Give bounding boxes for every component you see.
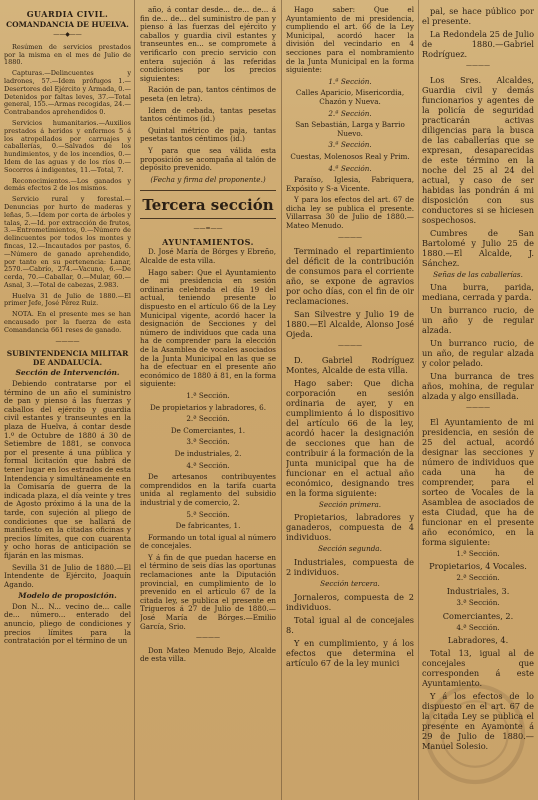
paragraph: Debiendo contratarse por el término de un año el suministro de pan y pienso á las fuerzas y caballos del ejército y guardia civil estantes y transeuntes en la plaza de Huelva, á contar desde 1.º de Octubre de 1880 á 30 de Setiembre de 1881, se convoca por el presente á una pública y formal licitación que habrá de tener lugar en los estrados de esta Intendencia y simultáneamente en la Comisaría de guerra de la indicada plaza, el día veinte y tres de Agosto próximo á la una de la tarde, con sujeción al pliego de condiciones que se hallará de manifiesto en la citadas oficinas y precios límites, que con cuarenta y ocho horas de anticipación se fijarán en las mismas. — [4, 379, 131, 560]
paragraph: Y á fin de que puedan hacerse en el término de seis días las oportunas reclamaciones ante la Diputación provincial, en cumplimiento de lo prevenido en el artículo 67 de la citada ley, se publica el presente en Trigueros á 27 de Julio de 1880.—José María de Bórges.—Emilio García, Srio. — [140, 552, 276, 631]
paragraph: Y á los efectos de lo dispuesto en el art. 67 de la citada Ley se publica el presente en Ayamonte á 29 de Julio de 1880.—Manuel Solesio. — [422, 691, 534, 752]
section-label: 2.ª Sección. — [456, 573, 500, 583]
section-text: De propietarios y labradores, 6. — [149, 402, 266, 412]
section-text: Paraíso, Iglesia, Fabriquera, Expósito y S-a Vicente. — [286, 175, 414, 193]
section-text: San Sebastián, Larga y Barrio Nuevo. — [295, 120, 405, 138]
section-label: Sección tercera. — [320, 579, 380, 589]
paragraph: Industriales, compuesta de 2 individuos. — [286, 557, 414, 578]
paragraph: Huelva 31 de Julio de 1880.—El primer Jefe, José Pérez Ruiz. — [4, 291, 131, 308]
paragraph: Formando un total igual al número de concejales. — [140, 532, 276, 551]
section-label: 5.ª Sección. — [186, 509, 230, 519]
paragraph: Hago saber: Que el Ayuntamiento de mi presidencia, cumpliendo el art. 66 de la Ley Municipal, acordó hacer la división del vecindario en 4 secciones para el nombramiento de la Junta Municipal en la forma siguiente: — [286, 6, 414, 75]
paragraph: Hago saber: Que dicha corporación en sesión ordinaria de ayer, y en cumplimiento á lo dispositivo del artículo 66 de la ley, acordó hacer la designación de secciones que han de contribuir á la formación de la Junta municipal que ha de funcionar en el actual año económico, designando tres en la forma siguiente: — [286, 377, 414, 498]
paragraph: Ración de pan, tantos céntimos de peseta (en letra). — [140, 85, 276, 103]
section-text: Cuestas, Molenosos Real y Prim. — [290, 151, 410, 161]
section-label: 1.ª Sección. — [186, 390, 230, 400]
separator: ———— — [466, 404, 490, 412]
paragraph: Propietarios, labradores y ganaderos, compuesta de 4 individuos. — [286, 512, 414, 543]
paragraph: Resúmen de servicios prestados por la misma en el mes de Julio de 1880. — [4, 42, 131, 67]
separator: ———— — [338, 342, 362, 350]
section-text: Industriales, 3. — [446, 585, 510, 596]
section-label: Sección primera. — [318, 499, 382, 509]
column-3 — [286, 6, 414, 794]
section-text: De artesanos contribuyentes comprendidos en la tarifa cuarta unida al reglamento del subsidio industrial y de comercio, 2. — [140, 472, 276, 507]
paragraph: Un burranco rucio, de un año, de regular alzada y color pelado. — [422, 338, 534, 369]
section-text: Labradores, 4. — [447, 635, 509, 646]
section-title: GUARDIA CIVIL. — [26, 9, 109, 19]
section-text: De fabricantes, 1. — [175, 521, 241, 531]
watermark-stamp-icon — [420, 674, 530, 794]
paragraph: Sevilla 31 de Julio de 1880.—El Intendente de Ejército, Joaquín Agando. — [4, 562, 131, 589]
section-text: Propietarios, 4 Vocales. — [429, 561, 527, 572]
paragraph: Y para que sea válida esta proposición se acompaña al talón de depósito prevenido. — [140, 145, 276, 173]
section-subtitle: COMANDANCIA DE HUELVA. — [6, 19, 129, 29]
paragraph: Un burranco rucio, de un año y de regular alzada. — [422, 305, 534, 336]
section-title: AYUNTAMIENTOS. — [162, 236, 254, 247]
section-label: 4.ª Sección. — [456, 622, 500, 632]
paragraph: Terminado el repartimiento del déficit de la contribución de consumos para el corriente año, se expone de agravios por ocho días, con el fin de oir reclamaciones. — [286, 246, 414, 307]
section-label: 1.ª Sección. — [456, 548, 500, 558]
paragraph: Total igual al de concejales 8. — [286, 614, 414, 635]
separator: ———— — [338, 233, 362, 241]
column-rule — [281, 0, 282, 800]
separator: ——◆—— — [53, 31, 82, 39]
paragraph: Una burra, parida, mediana, cerrada y parda. — [422, 282, 534, 303]
section-label: 3.ª Sección. — [186, 437, 230, 447]
section-label: 2.ª Sección. — [186, 414, 230, 424]
paragraph: D. Gabriel Rodríguez Montes, Alcalde de esta villa. — [286, 354, 414, 375]
paragraph: Idem de cebada, tantas pesetas tantos céntimos (id.) — [140, 105, 276, 124]
paragraph: Jornaleros, compuesta de 2 individuos. — [286, 591, 414, 612]
section-label: 1.ª Sección. — [328, 76, 372, 86]
paragraph: Servicios humanitarios.—Auxilios prestados á heridos y enfermos 5 á los atropellados por carruajes y caballerías, 0.—Salvados de los hundimientos, y de los incendios, 0.—Idem de las aguas y de los ríos 0.—Socorros á indigentes, 11.—Total, 7. — [4, 118, 131, 174]
paragraph: Hago saber: Que el Ayuntamiento de mi presidencia en sesión ordinaria celebrada el día 19 del actual, teniendo presente lo dispuesto en el artículo 66 de la Ley Municipal vigente, acordó hacer la designación de Secciones y del número de individuos que cada una ha de comprender para la elección de la Asamblea de vocales asociados de la Junta Municipal en las que se ha de efectuar en el presente año económico de 1880 á 81, en la forma siguiente: — [140, 267, 276, 389]
paragraph: Los Sres. Alcaldes, Guardia civil y demás funcionarios y agentes de la policía de seguridad practicarán activas diligencias para la busca de las caballerías que se expresan, desaparecidas de este término en la noche del 25 al 24 del actual, y caso de ser habidas las pondrán á mi disposición con sus conductores si se hiciesen sospechosos. — [422, 74, 534, 225]
paragraph: Servicio rural y forestal.—Denuncias por hurto de maderas y leñas, 5.—Idem por corta de árboles y talas, 2.—Id. por extracción de frutos, 3.—Entrometimientos, 0.—Número de delincuentes por todos los montes y fincas, 12.—Incautados por pastos, 6.—Número de ganado aprehendido, por tanto en su pertenencia: Lanar, 2570.—Cabrío, 274.—Vacuno, 6.—De cerda, 70.—Caballar, 0.—Mular, 60.—Asnal, 3.—Total de cabezas, 2.983. — [4, 195, 131, 289]
section-label: Sección segunda. — [318, 544, 382, 554]
section-label: 2.ª Sección. — [328, 108, 372, 118]
paragraph: Una burranca de tres años, mohina, de regular alzada y algo ensillada. — [422, 371, 534, 402]
paragraph: Y para los efectos del art. 67 de dicha ley se publica el presente. Villarrasa 30 de Julio de 1880.—Mateo Menudo. — [286, 195, 414, 231]
note: NOTA. En el presente mes se han encausado por la fuerza de esta Comandancia 661 reses de ganado. — [4, 310, 131, 334]
separator: ———— — [55, 337, 80, 345]
paragraph: El Ayuntamiento de mi presidencia, en sesión de 25 del actual, acordó designar las secciones y número de individuos que cada una ha de comprender, para el sorteo de Vocales de la Asamblea de asociados de esta Ciudad, que ha de funcionar en el presente año económico, en la forma siguiente: — [422, 416, 534, 547]
section-label: 4.ª Sección. — [186, 460, 230, 470]
section-heading: Tercera sección — [142, 196, 274, 215]
column-rule — [134, 0, 135, 800]
section-text: Calles Aparicio, Misericordia, Chazón y Nueva. — [295, 88, 405, 106]
section-banner — [140, 190, 276, 219]
paragraph: Capturas.—Delincuentes y ladrones, 57.—Idem prófugos 1.—Desertores del Ejército y Armada, 0.—Detenidos por faltas leves, 37.—Total general, 155.—Armas recogidas, 24.—Contrabandos aprehendidos 0. — [4, 69, 131, 117]
paragraph: año, á contar desde... de... de... á fin de... de... del suministro de pan y pienso á las fuerzas del ejército y caballos y guardia civil estantes y transeuntes en... se compromete á verificarlo con precio servicio con entera sujeción á las referidas condiciones por los precios siguientes: — [140, 6, 276, 83]
paragraph: Reconocimientos.—Los ganados y demás efectos 2 de los mismos. — [4, 176, 131, 193]
column-2 — [140, 6, 276, 794]
paragraph: La Redondela 25 de Julio de 1880.—Gabriel Rodríguez. — [422, 29, 534, 59]
section-subtitle: Sección de Intervención. — [15, 368, 120, 378]
section-label: 3.ª Sección. — [328, 140, 372, 150]
signature-line: (Fecha y firma del proponente.) — [150, 174, 266, 184]
paragraph: Don N... N... vecino de... calle de... número... enterado del anuncio, pliego de condiciones y precios límites para la contratación por el término de un — [4, 601, 131, 646]
section-label: Señas de las caballerías. — [433, 269, 523, 279]
paragraph: Don Mateo Menudo Bejo, Alcalde de esta villa. — [140, 645, 276, 664]
paragraph: D. José María de Bórges y Ebreño, Alcalde de esta villa. — [140, 247, 276, 266]
column-rule — [418, 0, 419, 800]
paragraph: San Silvestre y Julio 19 de 1880.—El Alcalde, Alonso José Ojeda. — [286, 309, 414, 340]
section-text: De industriales, 2. — [174, 448, 242, 458]
section-label: 3.ª Sección. — [456, 597, 500, 607]
section-label: 4.ª Sección. — [328, 163, 372, 173]
section-text: Comerciantes, 2. — [442, 610, 514, 621]
separator: ———— — [466, 62, 490, 69]
separator: ———— — [196, 634, 220, 642]
paragraph: Total 13, igual al de concejales que corresponden á este Ayuntamiento. — [422, 648, 534, 689]
section-title: SUBINTENDENCIA MILITAR DE ANDALUCÍA. — [6, 349, 129, 367]
paragraph: pal, se hace público por el presente. — [422, 6, 534, 26]
paragraph: Y en cumplimiento, y á los efectos que determina el artículo 67 de la ley munici — [286, 637, 414, 668]
section-text: De Comerciantes, 1. — [170, 425, 246, 435]
paragraph: Quintal métrico de paja, tantas pesetas tantos céntimos (id.) — [140, 125, 276, 144]
section-subtitle: Modelo de proposición. — [18, 591, 117, 601]
separator: ——=—— — [193, 225, 223, 233]
paragraph: Cumbres de San Bartolomé y Julio 25 de 1880.—El Alcalde, J. Sánchez. — [422, 227, 534, 268]
column-1 — [4, 6, 131, 794]
